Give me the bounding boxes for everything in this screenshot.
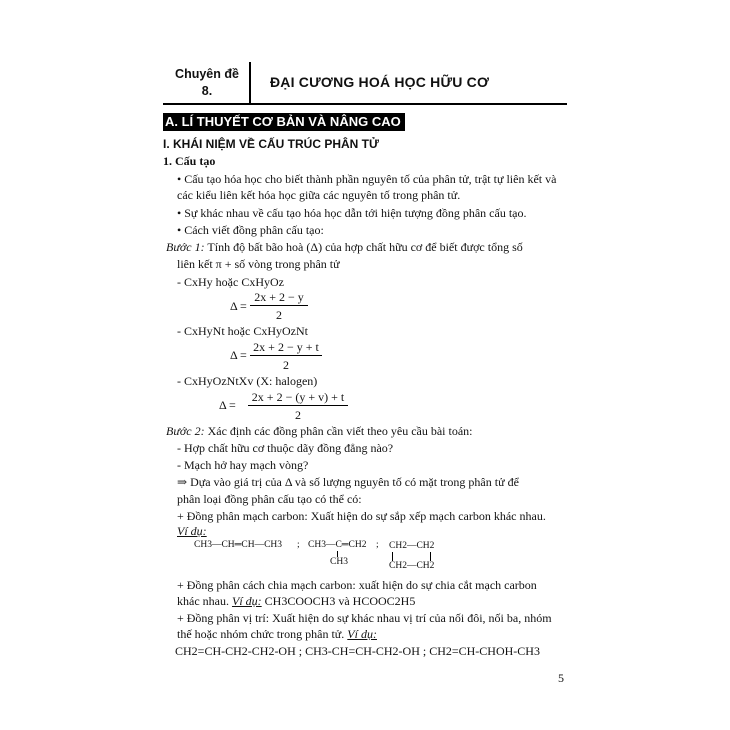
- chapter-label-text: Chuyên đề: [175, 67, 239, 81]
- structure-cyclobutane-top: CH2—CH2: [389, 541, 435, 551]
- fraction-denominator: 2: [295, 408, 301, 422]
- bullet-text: Sự khác nhau về cấu tạo hóa học dẫn tới hiện tượng đồng phân cấu tạo.: [184, 206, 527, 220]
- step-2-label: Bước 2:: [166, 424, 205, 438]
- chapter-title: ĐẠI CƯƠNG HOÁ HỌC HỮU CƠ: [270, 74, 490, 90]
- formula-dash: -: [177, 275, 181, 289]
- ring-bond-left: [392, 552, 393, 561]
- bullet-text: Cấu tạo hóa học cho biết thành phần nguyên tố của phân tử, trật tự liên kết và: [184, 172, 557, 186]
- structure-isobutene: CH3—C═CH2: [308, 540, 367, 550]
- isomer-text: thế hoặc nhóm chức trong phân tử.: [177, 627, 345, 641]
- step-1-text: Tính độ bất bão hoà (Δ) của hợp chất hữu cơ để biết được tổng số: [207, 240, 523, 254]
- formula-2-label: [177, 324, 308, 339]
- formula-3-fraction: [248, 390, 348, 422]
- step-2-conclusion: [177, 475, 519, 490]
- isomer-text: khác nhau.: [177, 594, 229, 608]
- step-1-line: [166, 240, 523, 255]
- step-2-question: - Hợp chất hữu cơ thuộc dãy đồng đẳng nào?: [177, 441, 394, 455]
- ring-bond-right: [430, 552, 431, 561]
- fraction-bar: [250, 355, 322, 356]
- example-label: Ví dụ:: [231, 594, 262, 608]
- formula-2-text: CxHyNt hoặc CxHyOzNt: [184, 324, 308, 338]
- isomer-type-text: + Đồng phân mạch carbon: Xuất hiện do sự sắp xếp mạch carbon khác nhau.: [177, 509, 546, 523]
- bullet-text: Cách viết đồng phân cấu tạo:: [184, 223, 324, 237]
- header-rule: [163, 103, 567, 105]
- subsection-heading: 1. Cấu tạo: [163, 154, 216, 168]
- implies-icon: ⇒: [177, 475, 188, 489]
- bullet-item: [177, 172, 556, 187]
- isomer-example-line: [177, 594, 415, 609]
- formula-1-fraction: [250, 290, 308, 322]
- bullet-text-cont: các kiểu liên kết hóa học giữa các nguyên tố trong phân tử.: [177, 188, 461, 202]
- structure-butene: CH3—CH═CH—CH3: [194, 540, 283, 550]
- formula-dash: -: [177, 324, 181, 338]
- step-2-conclusion-cont: phân loại đồng phân cấu tạo có thể có:: [177, 492, 362, 506]
- structure-separator: ;: [297, 540, 300, 550]
- isomer-type-text: + Đồng phân cách chia mạch carbon: xuất hiện do sự chia cắt mạch carbon: [177, 578, 537, 592]
- section-heading: I. KHÁI NIỆM VỀ CẤU TRÚC PHÂN TỬ: [163, 137, 379, 151]
- bullet-icon: •: [177, 223, 182, 237]
- formula-3-text: CxHyOzNtXv (X: halogen): [184, 374, 318, 388]
- fraction-denominator: 2: [283, 358, 289, 372]
- bullet-icon: •: [177, 172, 182, 186]
- formula-1-label: [177, 275, 284, 290]
- conclusion-text: Dựa vào giá trị của Δ và số lượng nguyên tố có mặt trong phân tử để: [190, 475, 519, 489]
- fraction-denominator: 2: [276, 308, 282, 322]
- bullet-item: [177, 206, 526, 221]
- page-number: 5: [558, 671, 564, 685]
- structure-isobutene-branch: CH3: [330, 557, 348, 567]
- step-2-line: [166, 424, 473, 439]
- step-1-text-cont: liên kết π + số vòng trong phân tử: [177, 257, 340, 271]
- example-label: Ví dụ:: [347, 627, 377, 641]
- isomer-type-text: + Đồng phân vị trí: Xuất hiện do sự khác nhau vị trí của nối đôi, nối ba, nhóm: [177, 611, 552, 625]
- fraction-bar: [250, 305, 308, 306]
- example-formula: CH3COOCH3 và HCOOC2H5: [264, 594, 416, 608]
- section-a-heading: A. LÍ THUYẾT CƠ BẢN VÀ NÂNG CAO: [163, 113, 405, 131]
- structure-separator: ;: [376, 540, 379, 550]
- structure-cyclobutane-bottom: CH2—CH2: [389, 561, 435, 571]
- bullet-item: [177, 223, 324, 238]
- example-formula: CH2=CH-CH2-CH2-OH ; CH3-CH=CH-CH2-OH ; CH2=CH-CHOH-CH3: [175, 644, 540, 658]
- fraction-bar: [248, 405, 348, 406]
- fraction-numerator: 2x + 2 − y + t: [253, 340, 319, 354]
- fraction-numerator: 2x + 2 − (y + v) + t: [251, 390, 345, 404]
- isomer-example-line: [177, 627, 377, 642]
- delta-symbol: Δ =: [230, 348, 247, 362]
- step-2-question: - Mạch hở hay mạch vòng?: [177, 458, 309, 472]
- formula-1-text: CxHy hoặc CxHyOz: [184, 275, 284, 289]
- delta-symbol: Δ =: [230, 299, 247, 313]
- formula-dash: -: [177, 374, 181, 388]
- formula-3-label: [177, 374, 317, 389]
- delta-symbol: Δ =: [219, 398, 236, 412]
- step-2-text: Xác định các đồng phân cần viết theo yêu cầu bài toán:: [207, 424, 473, 438]
- step-1-label: Bước 1:: [166, 240, 205, 254]
- formula-2-fraction: [250, 340, 322, 372]
- example-label: Ví dụ:: [177, 524, 207, 538]
- chapter-label: [168, 66, 246, 100]
- chapter-number: 8.: [201, 84, 213, 98]
- fraction-numerator: 2x + 2 − y: [254, 290, 304, 304]
- bullet-icon: •: [177, 206, 182, 220]
